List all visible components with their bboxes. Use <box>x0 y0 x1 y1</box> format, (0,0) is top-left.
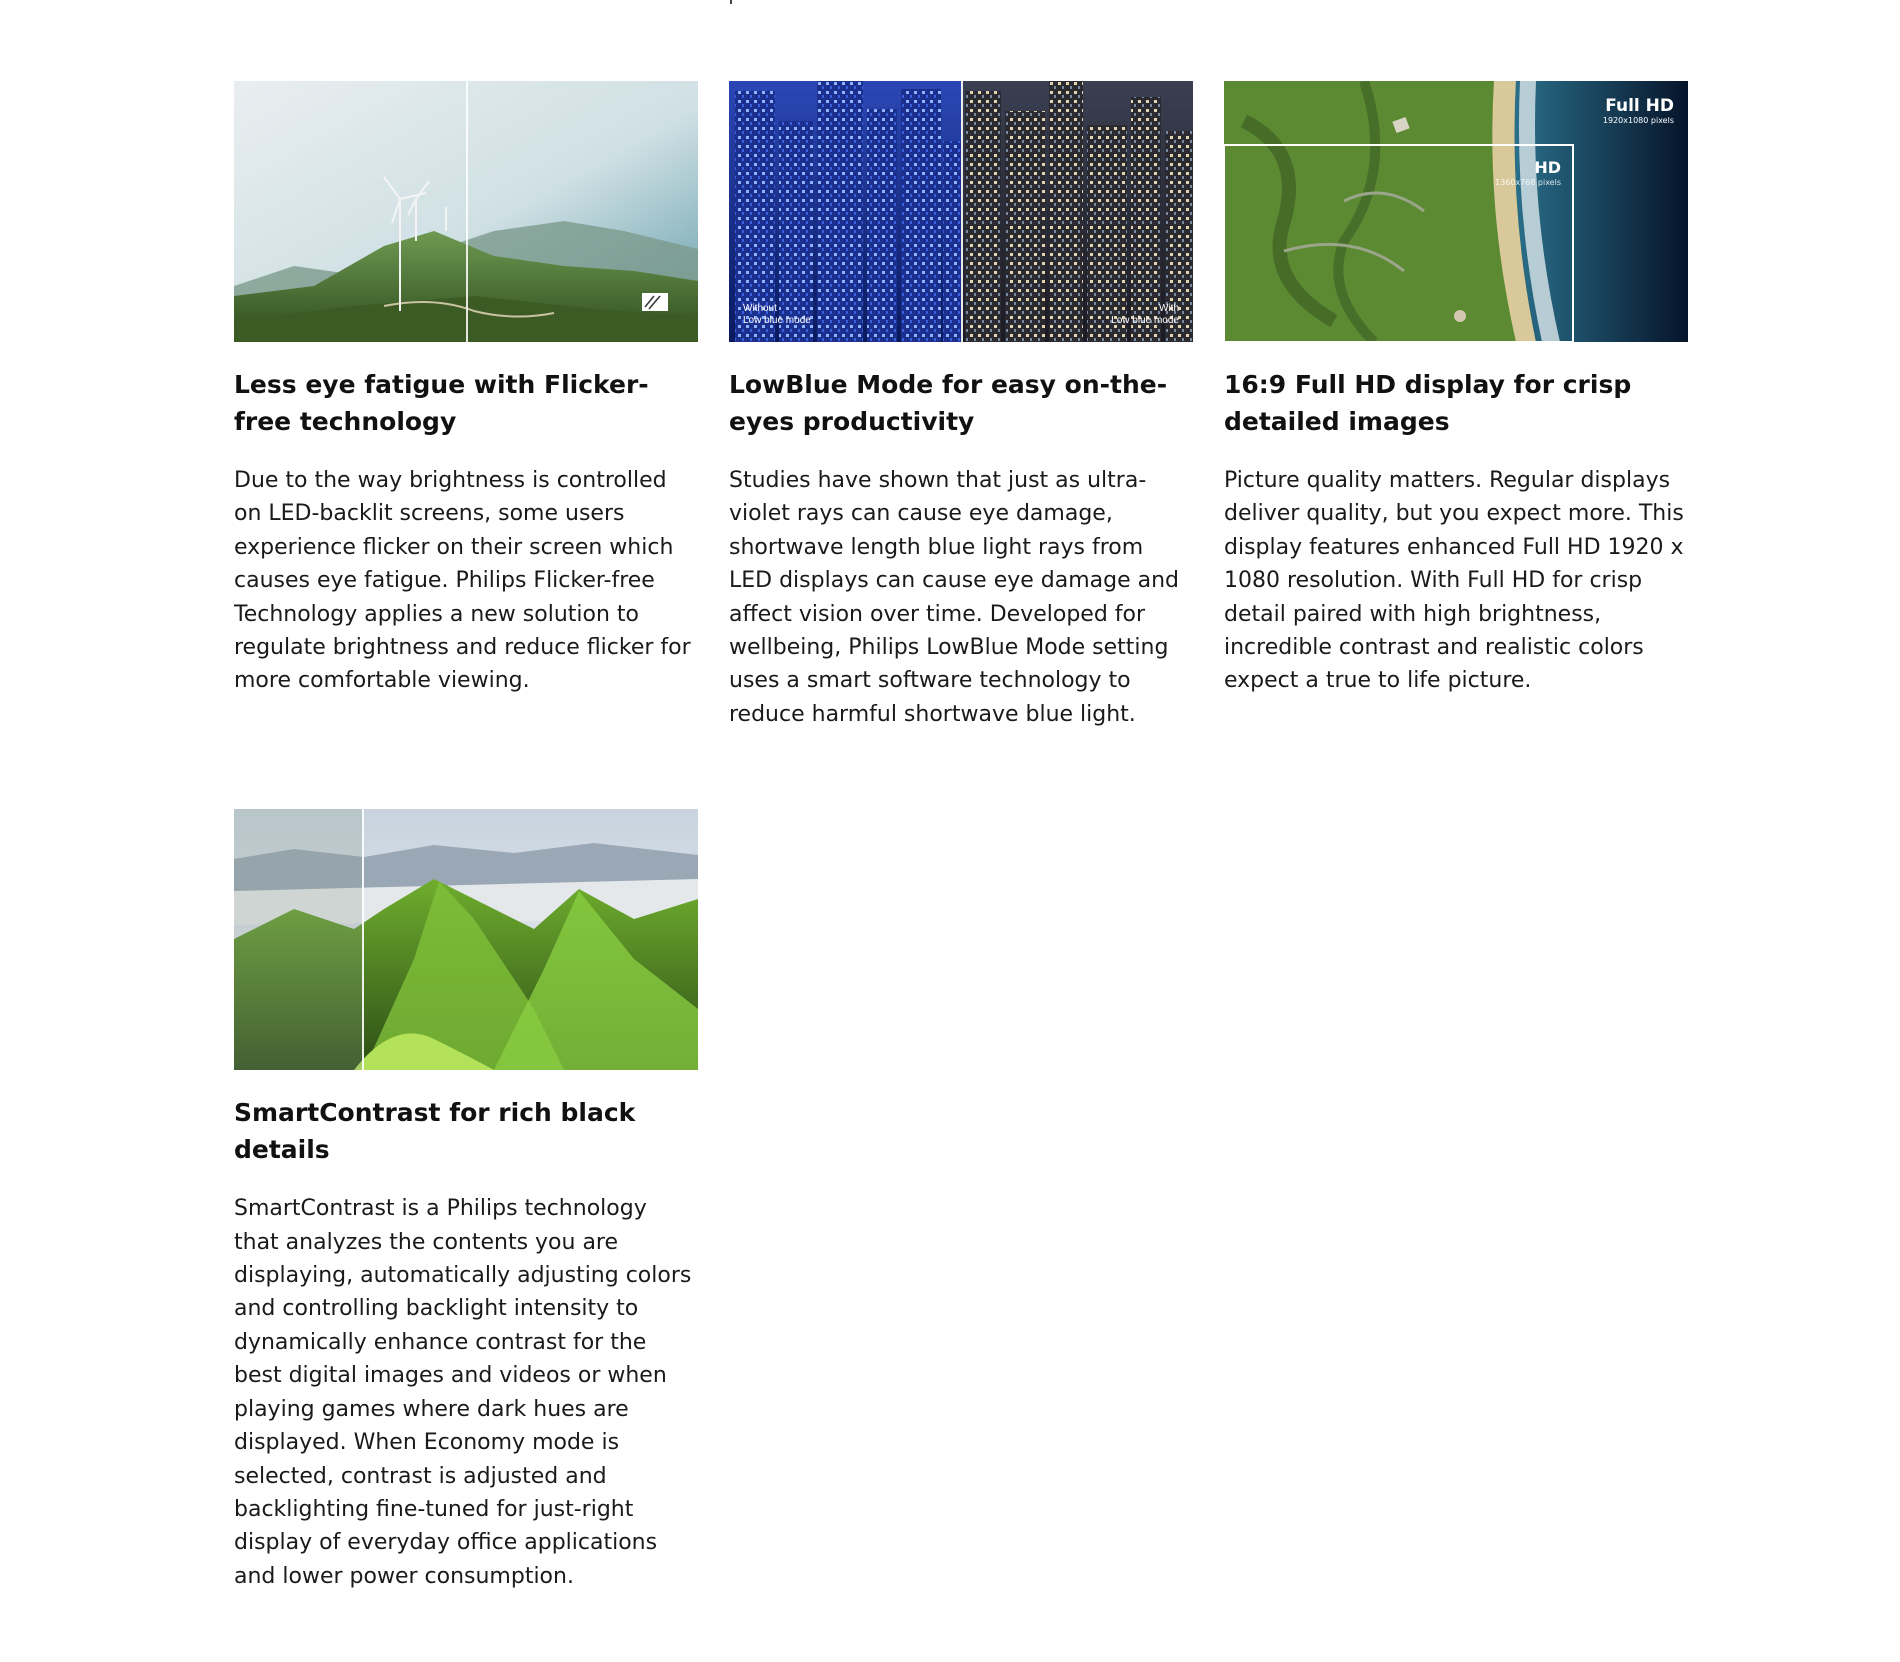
lowblue-city-illustration <box>729 81 1193 342</box>
lowblue-right-caption-2: Low blue mode <box>1111 315 1179 326</box>
full-hd-resolution: 1920x1080 pixels <box>1602 116 1674 125</box>
flicker-free-image <box>234 81 698 342</box>
feature-description: SmartContrast is a Philips technology that analyzes the contents you are displaying, automatically adjusting colors and controlling backlight intensity to dynamically enhance contrast for the best digital images and videos or when playing games where dark hues are displayed. When Economy mode is selected, contrast is adjusted and backlighting fine-tuned for just-right display of everyday office applications and lower power consumption. <box>234 1196 692 1589</box>
feature-title: Less eye fatigue with Flicker-free technology <box>234 370 649 436</box>
lowblue-left-caption-2: Low blue mode <box>743 315 811 326</box>
full-hd-image <box>1224 81 1688 342</box>
text-fragment <box>730 0 732 4</box>
full-hd-label: Full HD <box>1605 96 1674 116</box>
feature-card-lowblue <box>729 81 1193 731</box>
lowblue-right-caption-1: With <box>1159 303 1179 314</box>
feature-description: Due to the way brightness is controlled on LED-backlit screens, some users experience flicker on their screen which causes eye fatigue. Philips Flicker-free Technology applies a new solution to regulate brightness and reduce flicker for more comfortable viewing. <box>234 468 691 694</box>
feature-title: 16:9 Full HD display for crisp detailed images <box>1224 370 1632 436</box>
feature-grid <box>234 81 1688 1593</box>
full-hd-coast-illustration <box>1224 81 1688 342</box>
feature-title: SmartContrast for rich black details <box>234 1098 636 1165</box>
feature-description: Picture quality matters. Regular displays deliver quality, but you expect more. This display features enhanced Full HD 1920 x 1080 resolution. With Full HD for crisp detail paired with high brightness, incredible contrast and realistic colors expect a true to life picture. <box>1224 468 1684 694</box>
flicker-free-illustration <box>234 81 698 342</box>
hd-resolution: 1360x768 pixels <box>1494 178 1561 187</box>
lowblue-left-caption-1: Without <box>743 303 777 314</box>
feature-title: LowBlue Mode for easy on-the-eyes productivity <box>729 370 1168 436</box>
smartcontrast-mountains-illustration <box>234 809 698 1070</box>
feature-card-full-hd <box>1224 81 1688 731</box>
feature-card-smartcontrast <box>234 809 698 1593</box>
lowblue-mode-image <box>729 81 1193 342</box>
hd-label: HD <box>1534 158 1561 177</box>
smartcontrast-image <box>234 809 698 1070</box>
feature-description: Studies have shown that just as ultra-violet rays can cause eye damage, shortwave length blue light rays from LED displays can cause eye damage and affect vision over time. Developed for wellbeing, Philips LowBlue Mode setting uses a smart software technology to reduce harmful shortwave blue light. <box>729 468 1180 727</box>
feature-card-flicker-free <box>234 81 698 731</box>
flicker-free-badge-icon <box>642 293 668 311</box>
